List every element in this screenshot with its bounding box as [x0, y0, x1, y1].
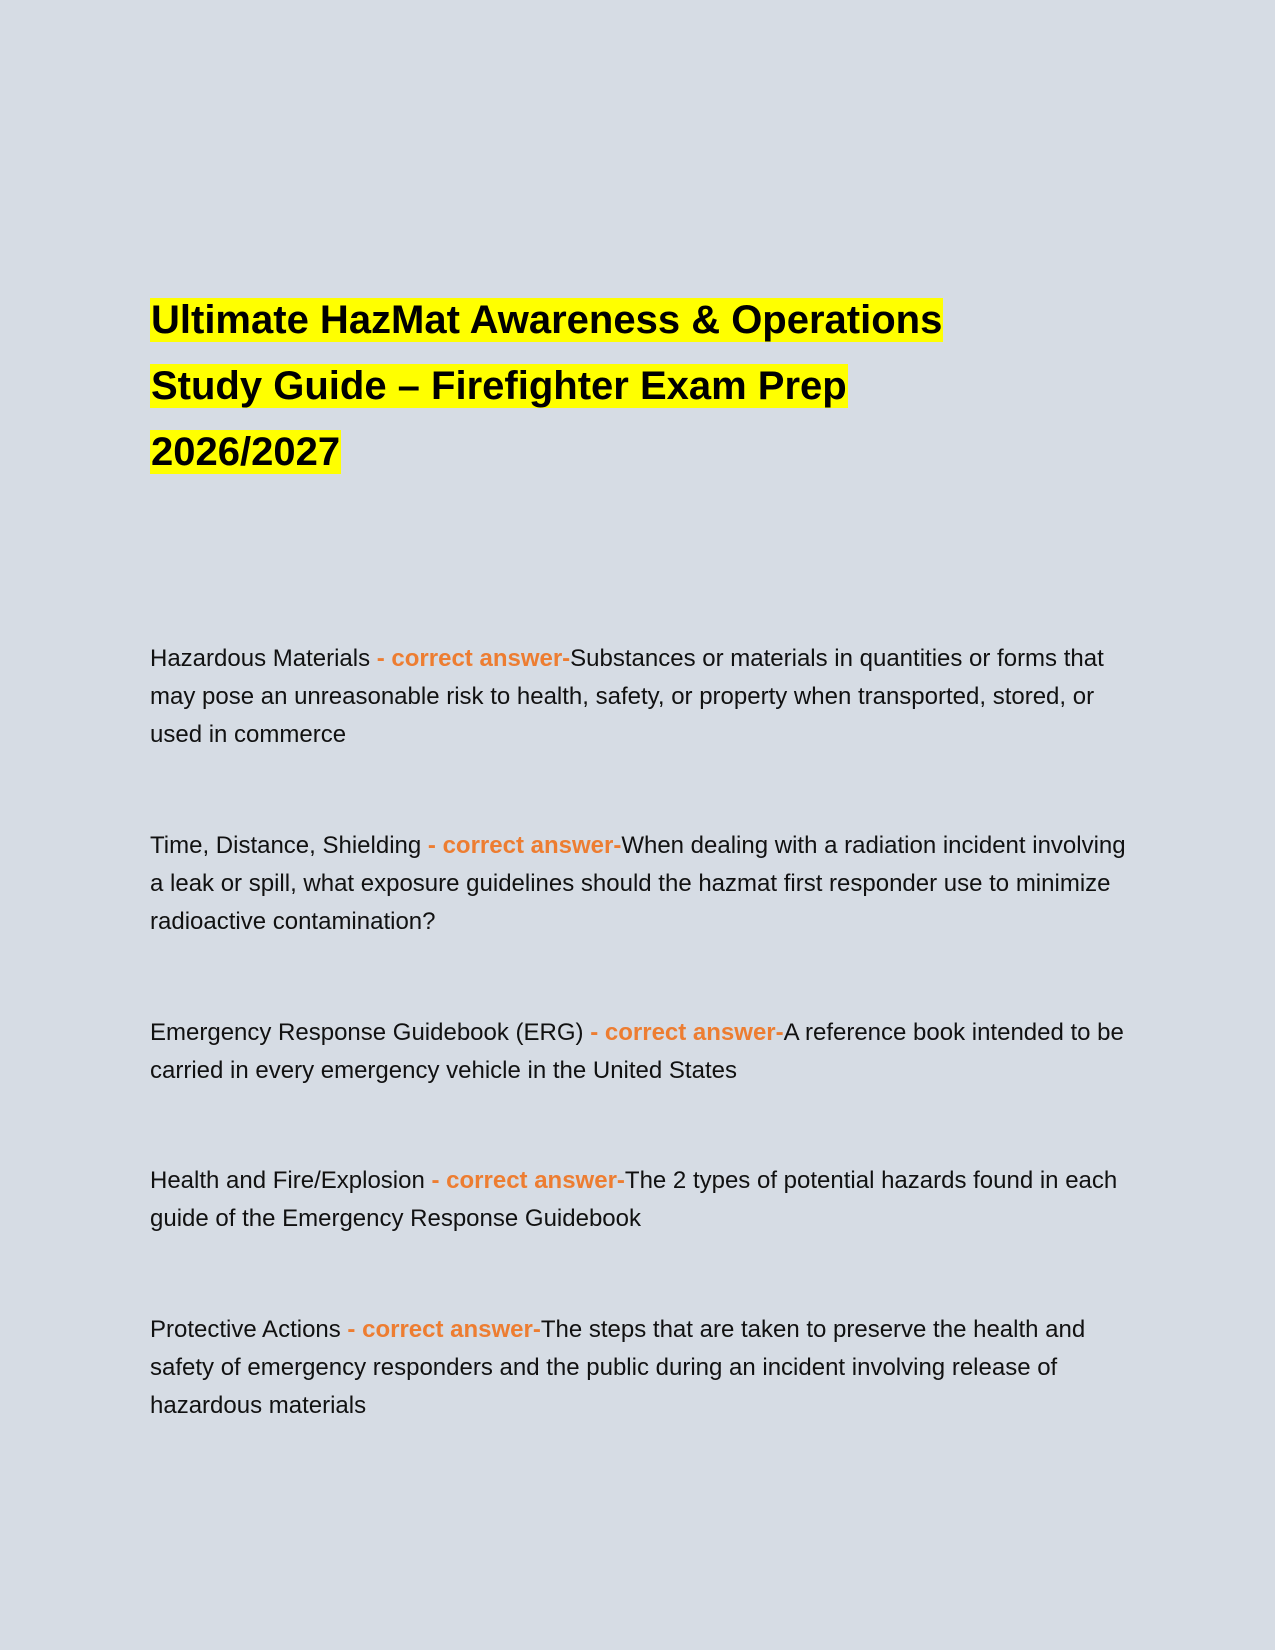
- qa-term: Health and Fire/Explosion: [150, 1167, 425, 1194]
- qa-term: Emergency Response Guidebook (ERG): [150, 1019, 584, 1046]
- qa-item: [150, 640, 1140, 754]
- qa-answer: The steps that are taken to preserve the health and safety of emergency responders and the public during an incident involving release of hazardous materials: [150, 1316, 1086, 1419]
- document-title: [150, 287, 1110, 485]
- qa-item: [150, 1014, 1140, 1090]
- qa-separator: - correct answer-: [424, 1167, 625, 1194]
- title-line-text: Study Guide – Firefighter Exam Prep: [151, 364, 847, 408]
- qa-item: [150, 1162, 1140, 1238]
- qa-answer: The 2 types of potential hazards found in each guide of the Emergency Response Guidebook: [150, 1167, 1118, 1232]
- qa-term: Hazardous Materials: [150, 645, 371, 672]
- qa-separator: - correct answer-: [421, 832, 622, 859]
- title-line: [150, 353, 1110, 419]
- qa-item: [150, 827, 1140, 941]
- title-line: [150, 287, 1110, 353]
- qa-separator: - correct answer-: [370, 645, 571, 672]
- title-line: [150, 419, 1110, 485]
- qa-term: Time, Distance, Shielding: [150, 832, 422, 859]
- qa-separator: - correct answer-: [583, 1019, 784, 1046]
- qa-item: [150, 1311, 1140, 1425]
- qa-answer: Substances or materials in quantities or forms that may pose an unreasonable risk to health, safety, or property when transported, stored, or used in commerce: [150, 645, 1104, 748]
- qa-separator: - correct answer-: [340, 1316, 541, 1343]
- title-line-text: Ultimate HazMat Awareness & Operations: [151, 298, 943, 342]
- title-line-text: 2026/2027: [151, 430, 341, 474]
- qa-answer: A reference book intended to be carried in every emergency vehicle in the United States: [150, 1019, 1124, 1084]
- qa-answer: When dealing with a radiation incident involving a leak or spill, what exposure guidelines should the hazmat first responder use to minimize radioactive contamination?: [150, 832, 1126, 935]
- qa-term: Protective Actions: [150, 1316, 341, 1343]
